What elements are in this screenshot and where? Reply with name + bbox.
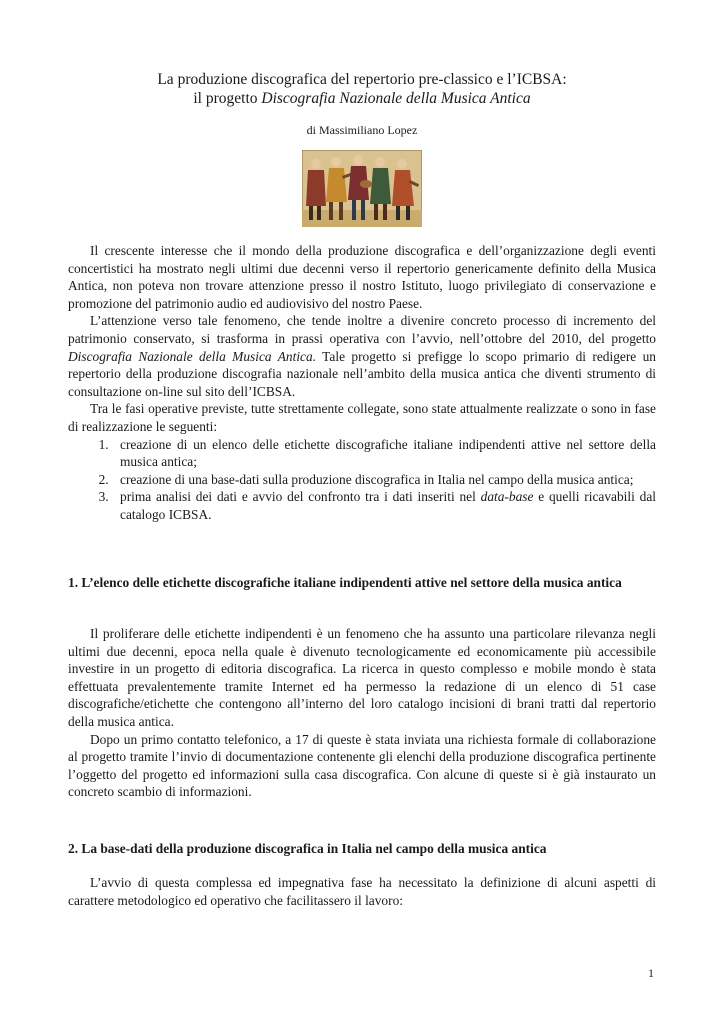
- section-2-paragraph-1: L’avvio di questa complessa ed impegnativa fase ha necessitato la definizione di alcuni aspetti di carattere metodologico ed operativo che facilitassero il lavoro:: [68, 875, 656, 908]
- title-line-1: La produzione discografica del repertorio pre-classico e l’ICBSA:: [157, 71, 567, 88]
- intro-project-name: Discografia Nazionale della Musica Antica.: [68, 348, 317, 364]
- section-1-body: [68, 625, 656, 801]
- phase-item-3-italic: data-base: [480, 489, 534, 505]
- section-1-paragraph-2: Dopo un primo contatto telefonico, a 17 di queste è stata inviata una richiesta formale di collaborazione al progetto tramite l’invio di documentazione contenente gli elenchi della produzione discografica pertinente l’oggetto del progetto ed informazioni sulla casa discografica. Con alcune di queste si è già instaurato un concreto scambio di informazioni.: [68, 731, 656, 800]
- medieval-musicians-illustration: [302, 150, 422, 227]
- document-title: [60, 70, 664, 108]
- phases-list: [68, 436, 656, 524]
- phase-item-3: [112, 488, 656, 523]
- section-1-heading: 1. L’elenco delle etichette discografiche italiane indipendenti attive nel settore della musica antica: [68, 575, 622, 590]
- project-name: Discografia Nazionale della Musica Antica: [261, 90, 531, 107]
- title-line-2: [60, 89, 664, 108]
- intro-paragraph-1: Il crescente interesse che il mondo della produzione discografica e dell’organizzazione degli eventi concertistici ha mostrato negli ultimi due decenni verso il repertorio genericamente definito della Musica Antica, non poteva non trovare attenzione presso il nostro Istituto, luogo privilegiato di conservazione e promozione del patrimonio audio ed audiovisivo del nostro Paese.: [68, 243, 656, 311]
- section-2-body: [68, 874, 656, 909]
- author-byline: di Massimiliano Lopez: [306, 123, 418, 137]
- phase-item-3-text-b: e quelli ricavabili dal catalogo ICBSA.: [120, 489, 656, 522]
- intro-paragraph-2-text-a: L’attenzione verso tale fenomeno, che tende inoltre a divenire concreto processo di incremento del patrimonio conservato, si trasforma in prassi operativa con l’avvio, nell’ottobre del 2010, del progetto: [68, 313, 656, 346]
- intro-section: [68, 242, 656, 524]
- phase-item-3-text-a: prima analisi dei dati e avvio del confronto tra i dati inseriti nel: [120, 489, 481, 505]
- intro-paragraph-3: Tra le fasi operative previste, tutte strettamente collegate, sono state attualmente realizzate o sono in fase di realizzazione le seguenti:: [68, 401, 656, 434]
- intro-paragraph-2: [68, 312, 656, 400]
- intro-paragraph-2-text-b: Tale progetto si prefigge lo scopo primario di redigere un repertorio della produzione discografia nazionale nell’ambito della musica antica che diventi strumento di consultazione on-line sul sito dell’ICBSA.: [68, 348, 656, 399]
- title-line-2-prefix: il progetto: [193, 90, 262, 107]
- page-number: 1: [648, 966, 654, 980]
- section-1-paragraph-1: Il proliferare delle etichette indipendenti è un fenomeno che ha assunto una particolare rilevanza negli ultimi due decenni, epoca nella quale è divenuto tecnologicamente ed economicamente più accessibile investire in un progetto di editoria discografica. La ricerca in questo complesso e mobile mondo è stata effettuata prevalentemente tramite Internet ed ha permesso la redazione di un elenco di 51 case discografiche/etichette che contengono all’interno del loro catalogo incisioni di brani tratti dal repertorio della musica antica.: [68, 626, 656, 729]
- section-2-heading: 2. La base-dati della produzione discografica in Italia nel campo della musica antica: [68, 841, 547, 856]
- phase-item-1: 1. creazione di un elenco delle etichette discografiche italiane indipendenti attive nel settore della musica antica;: [112, 436, 656, 471]
- phase-item-2: 2. creazione di una base-dati sulla produzione discografica in Italia nel campo della musica antica;: [112, 471, 656, 489]
